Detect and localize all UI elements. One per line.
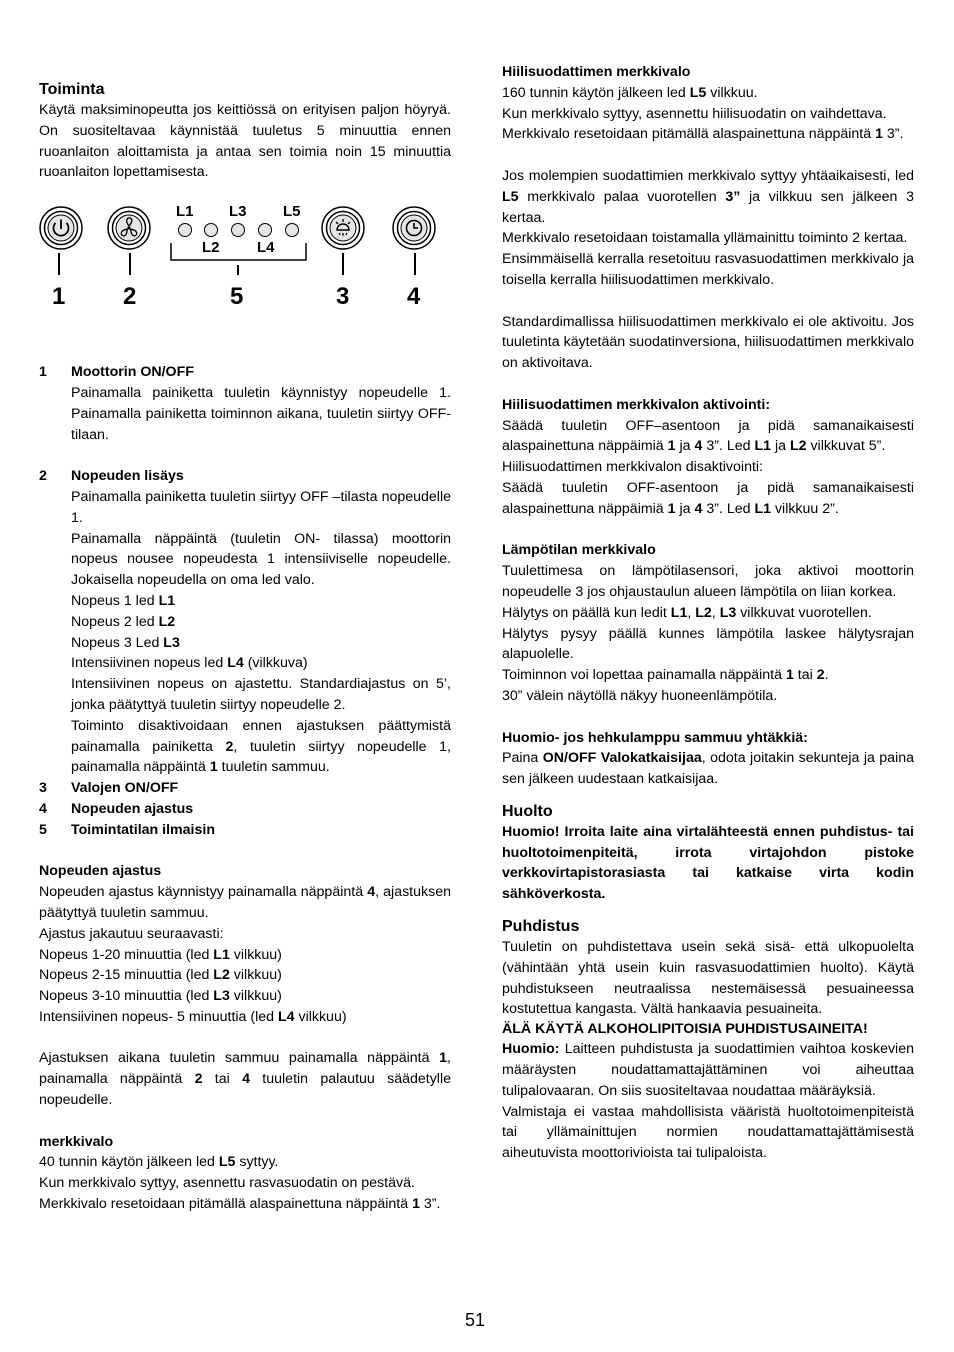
page-number: 51 [465,1310,486,1330]
section-title-toiminta: Toiminta [39,81,105,98]
section-title-disaktivointi: Hiilisuodattimen merkkivalon disaktivointi: [502,459,763,476]
toiminta-text: Käytä maksiminopeutta jos keittiössä on erityisen paljon höyryä. On suositeltavaa käynnistää tuuletus 5 minuuttia ennen ruoanlaiton aloittamista ja antaa sen toimia noin 15 minuuttia ruoanlaiton lopettamisesta. [39,102,451,181]
power-button-icon [40,207,82,249]
list-item-1: 1 Moottorin ON/OFF Painamalla painiketta tuuletin käynnistyy nopeudelle 1. Painamalla painiketta toiminnon aikana, tuuletin siirtyy OFF-tilaan. [39,362,451,445]
right-column: Hiilisuodattimen merkkivalo 160 tunnin käytön jälkeen led L5 vilkkuu. Kun merkkivalo syttyy, asennettu hiilisuodatin on vaihdettava. Merkkivalo resetoidaan pitämällä alaspainettuna näppäintä 1 3”. Jos molempien suodattimien merkkivalo syttyy yhtäaikaisesti, led L5 merkkivalo palaa vuorotellen 3” ja vilkkuu sen jälkeen 3 kertaa. Merkkivalo resetoidaan toistamalla yllämainittu toiminto 2 kertaa. Ensimmäisellä kerralla resetoituu rasvasuodattimen merkkivalo ja toisella kerralla hiilisuodattimen merkkivalo. Standardimallissa hiilisuodattimen merkkivalo ei ole aktivoitu. Jos tuuletinta käytetään suodatinversiona, hiilisuodattimen merkkivalo on aktivoitava. Hiilisuodattimen merkkivalon aktivointi: Säädä tuuletin OFF–asentoon ja pidä samanaikaisesti alaspainettuna näppäimiä 1 ja 4 3”. Led L1 ja L2 vilkkuvat 5”. Hiilisuodattimen merkkivalon disaktivointi: Säädä tuuletin OFF-asentoon ja pidä samanaikaisesti alaspainettuna näppäimiä 1 ja 4 3”. Led L1 vilkkuu 2”. Lämpötilan merkkivalo Tuulettimesa on lämpötilasensori, joka aktivoi moottorin nopeudelle 3 jos ohjaustaulun alueen lämpötila on liian korkea. Hälytys on päällä kun ledit L1, L2, L3 vilkkuvat vuorotellen. Hälytys pysyy päällä kunnes lämpötila laskee hälytysrajan alapuolelle. Toiminnon voi lopettaa painamalla näppäintä 1 tai 2. 30” välein näytöllä näkyy huoneenlämpötila. Huomio- jos hehkulamppu sammuu yhtäkkiä: Paina ON/OFF Valokatkaisijaa, odota joitakin sekunteja ja paina sen jälkeen uudestaan katkaisijaa. Huolto Huomio! Irroita laite aina virtalähteestä ennen puhdistus- tai huoltotoimenpiteitä, irrota virtajohdon pistoke verkkovirtapistorasiasta tai katkaise virta kodin sähköverkosta. Puhdistus Tuuletin on puhdistettava usein sekä sisä- että ulkopuolelta (vähintään yhtä usein kuin rasvasuodattimien huolto). Käytä puhdistukseen neutraalissa nestemäisessä pesuaineessa kostutettua kangasta. Vältä hankaavia pesuaineita. ÄLÄ KÄYTÄ ALKOHOLIPITOISIA PUHDISTUSAINEITA! Huomio: Laitteen puhdistusta ja suodattimien vaihtoa koskevien määräysten noudattamattajättäminen voi aiheuttaa tulipalovaaran. On siis suositeltavaa noudattaa määräyksiä. Valmistaja ei vastaa mahdollisista vääristä huoltotoimenpiteistä tai yllämainittujen normien noudattamattajättämisestä aiheutuvista moottorivioista tai tulipaloista. [502,64,915,1162]
section-title-puhdistus: Puhdistus [502,918,580,936]
list-item-5: 5 Toimintatilan ilmaisin [39,821,215,838]
callout-4: 4 [407,283,421,311]
control-panel-diagram [39,203,451,338]
fan-speed-button-icon [108,207,150,249]
item-text: Painamalla painiketta tuuletin käynnistyy nopeudelle 1. Painamalla painiketta toiminnon aikana, tuuletin siirtyy OFF-tilaan. [71,384,451,443]
section-title-ajastus: Nopeuden ajastus [39,863,162,880]
item-title: Nopeuden lisäys [71,468,184,485]
section-title-merkkivalo: merkkivalo [39,1133,114,1150]
section-title-huolto: Huolto [502,802,553,820]
list-item-3: 3 Valojen ON/OFF [39,780,179,797]
section-title-lampotila: Lämpötilan merkkivalo [502,542,656,559]
led-label-l4: L4 [257,239,275,257]
callout-5: 5 [230,283,244,311]
light-button-icon [322,207,364,249]
huolto-warning: Huomio! Irroita laite aina virtalähteestä ennen puhdistus- tai huoltotoimenpiteitä, irrota virtajohdon pistoke verkkovirtapistorasiasta tai katkaise virta kodin sähköverkosta. [502,823,914,903]
callout-2: 2 [123,283,137,311]
led-label-l2: L2 [202,239,220,257]
led-label-l3: L3 [229,203,247,221]
item-title: Moottorin ON/OFF [71,364,194,381]
list-item-4: 4 Nopeuden ajastus [39,800,194,817]
led-label-l5: L5 [283,203,301,221]
callout-3: 3 [336,283,350,311]
section-title-aktivointi: Hiilisuodattimen merkkivalon aktivointi: [502,396,771,413]
left-column: Toiminta Käytä maksiminopeutta jos keittiössä on erityisen paljon höyryä. On suositeltavaa käynnistää tuuletus 5 minuuttia ennen ruoanlaiton aloittamista ja antaa sen toimia noin 15 minuuttia ruoanlaiton lopettamisesta. L1 L3 L5 L2 L4 1 2 5 3 4 1 Moottorin ON/OFF Painamalla painiketta tuuletin käynnistyy nopeudelle 1. Painamalla painiketta toiminnon aikana, tuuletin siirtyy OFF-tilaan. 2 Nopeuden lisäys Painamalla painiketta tuuletin siirtyy OFF –tilasta nopeudelle 1. Painamalla näppäintä (tuuletin ON- tilassa) moottorin nopeus nousee nopeudesta 1 intensiiviselle nopeudelle. Jokaisella nopeudella on oma led valo. Nopeus 1 led L1 Nopeus 2 led L2 Nopeus 3 Led L3 Intensiivinen nopeus led L4 (vilkkuva) Intensiivinen nopeus on ajastettu. Standardiajastus on 5’, jonka päätyttyä tuuletin siirtyy nopeudelle 2. Toiminto disaktivoidaan ennen ajastuksen päättymistä painamalla painiketta 2, tuuletin siirtyy nopeudelle 1, painamalla näppäintä 1 tuuletin sammuu. 3 Valojen ON/OFF 4 Nopeuden ajastus 5 Toimintatilan ilmaisin Nopeuden ajastus Nopeuden ajastus käynnistyy painamalla näppäintä 4, ajastuksen päätyttyä tuuletin sammuu. Ajastus jakautuu seuraavasti: Nopeus 1-20 minuuttia (led L1 vilkkuu) Nopeus 2-15 minuuttia (led L2 vilkkuu) Nopeus 3-10 minuuttia (led L3 vilkkuu) Intensiivinen nopeus- 5 minuuttia (led L4 vilkkuu) Ajastuksen aikana tuuletin sammuu painamalla näppäintä 1, painamalla näppäintä 2 tai 4 tuuletin palautuu säädetylle nopeudelle. merkkivalo 40 tunnin käytön jälkeen led L5 syttyy. Kun merkkivalo syttyy, asennettu rasvasuodatin on pestävä. Merkkivalo resetoidaan pitämällä alaspainettuna näppäintä 1 3”. [39,81,451,1213]
led-label-l1: L1 [176,203,194,221]
list-item-2: 2 Nopeuden lisäys Painamalla painiketta tuuletin siirtyy OFF –tilasta nopeudelle 1. Painamalla näppäintä (tuuletin ON- tilassa) moottorin nopeus nousee nopeudesta 1 intensiiviselle nopeudelle. Jokaisella nopeudella on oma led valo. Nopeus 1 led L1 Nopeus 2 led L2 Nopeus 3 Led L3 Intensiivinen nopeus led L4 (vilkkuva) Intensiivinen nopeus on ajastettu. Standardiajastus on 5’, jonka päätyttyä tuuletin siirtyy nopeudelle 2. Toiminto disaktivoidaan ennen ajastuksen päättymistä painamalla painiketta 2, tuuletin siirtyy nopeudelle 1, painamalla näppäintä 1 tuuletin sammuu. [39,468,451,776]
alcohol-warning: ÄLÄ KÄYTÄ ALKOHOLIPITOISIA PUHDISTUSAINEITA! [502,1021,868,1038]
timer-button-icon [393,207,435,249]
section-title-hiili: Hiilisuodattimen merkkivalo [502,64,691,80]
callout-1: 1 [52,283,66,311]
led-indicator-group [171,203,306,260]
section-title-huomio: Huomio- jos hehkulamppu sammuu yhtäkkiä: [502,729,808,746]
